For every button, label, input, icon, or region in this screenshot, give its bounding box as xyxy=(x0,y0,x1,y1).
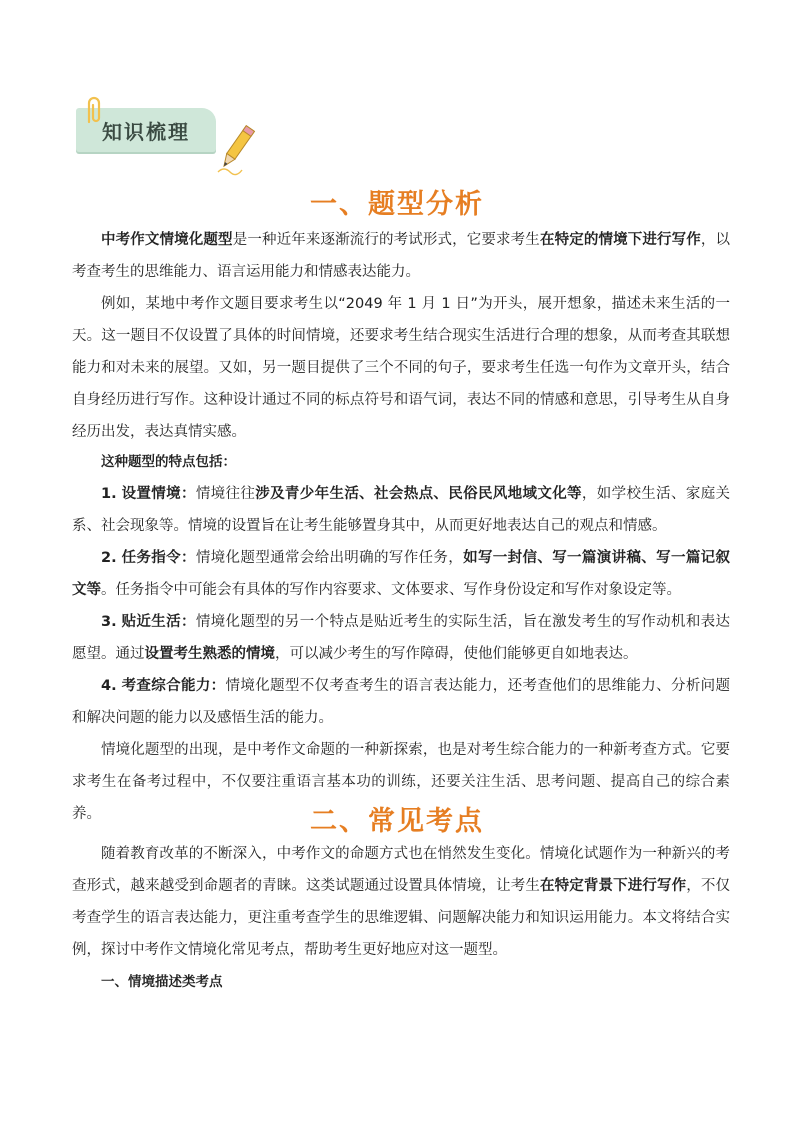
bold-term: 中考作文情境化题型 xyxy=(101,232,233,248)
badge-label: 知识梳理 xyxy=(102,119,190,144)
features-heading: 这种题型的特点包括： xyxy=(101,454,236,470)
item-heading: 考查综合能力： xyxy=(121,678,226,694)
item-heading: 贴近生活： xyxy=(121,614,196,630)
item-heading: 任务指令： xyxy=(121,550,196,566)
text-run: 是一种近年来逐渐流行的考试形式，它要求考生 xyxy=(232,232,540,248)
text-run: ，以考查考生的思维能力、语言运用能力和情感表达能力。 xyxy=(72,232,731,280)
text-run: 情境化题型不仅考查考生的语言表达能力，还考查他们的思维能力、分析问题和解决问题的能力以及感悟生活的能力。 xyxy=(72,678,731,726)
bold-phrase: 设置考生熟悉的情境 xyxy=(144,646,275,662)
bold-phrase: 在特定的情境下进行写作 xyxy=(539,232,701,248)
text-run: ，可以减少考生的写作障碍，使他们能够更自如地表达。 xyxy=(275,646,638,662)
paragraph-key-points-intro xyxy=(72,838,730,966)
item-number: 2. xyxy=(101,550,117,566)
feature-item-ability xyxy=(72,670,730,734)
paperclip-icon xyxy=(82,96,104,126)
text-run: 随着教育改革的不断深入，中考作文的命题方式也在悄然发生变化。情境化试题作为一种新兴的考查形式，越来越受到命题者的青睐。这类试题通过设置具体情境，让考生 xyxy=(72,846,730,894)
bold-phrase: 如写一封信、写一篇演讲稿、写一篇记叙文等 xyxy=(72,550,731,598)
bold-phrase: 在特定背景下进行写作 xyxy=(540,878,687,894)
item-heading: 设置情境： xyxy=(121,486,196,502)
text-run: 。任务指令中可能会有具体的写作内容要求、文体要求、写作身份设定和写作对象设定等。 xyxy=(101,582,681,598)
feature-item-setting xyxy=(72,478,730,542)
item-number: 4. xyxy=(101,678,117,694)
feature-item-task xyxy=(72,542,730,606)
text-run: 情境化题型的另一个特点是贴近考生的实际生活，旨在激发考生的写作动机和表达愿望。通过 xyxy=(72,614,731,662)
section-title-analysis: 一、题型分析 xyxy=(310,189,484,220)
item-number: 1. xyxy=(101,486,117,502)
item-number: 3. xyxy=(101,614,117,630)
subsection-heading: 一、情境描述类考点 xyxy=(101,974,223,990)
section-title-key-points: 二、常见考点 xyxy=(310,806,484,837)
paragraph-intro xyxy=(72,224,730,288)
feature-item-life xyxy=(72,606,730,670)
bold-phrase: 涉及青少年生活、社会热点、民俗民风地域文化等 xyxy=(255,486,582,502)
section-badge xyxy=(68,96,258,176)
pencil-icon xyxy=(216,122,256,176)
text-run: 情境化题型通常会给出明确的写作任务， xyxy=(195,550,464,566)
text-run: 情境往往 xyxy=(195,486,256,502)
paragraph-conclusion: 情境化题型的出现，是中考作文命题的一种新探索，也是对考生综合能力的一种新考查方式。它要求考生在备考过程中，不仅要注重语言基本功的训练，还要关注生活、思考问题、提高自己的综合素养。 xyxy=(72,742,730,822)
text-run: ，不仅考查学生的语言表达能力，更注重考查学生的思维逻辑、问题解决能力和知识运用能力。本文将结合实例，探讨中考作文情境化常见考点，帮助考生更好地应对这一题型。 xyxy=(72,878,730,958)
text-run: ，如学校生活、家庭关系、社会现象等。情境的设置旨在让考生能够置身其中，从而更好地表达自己的观点和情感。 xyxy=(72,486,731,534)
paragraph-example: 例如，某地中考作文题目要求考生以“2049 年 1 月 1 日”为开头，展开想象，描述未来生活的一天。这一题目不仅设置了具体的时间情境，还要求考生结合现实生活进行合理的想象，从而考查其联想能力和对未来的展望。又如，另一题目提供了三个不同的句子，要求考生任选一句作为文章开头，结合自身经历进行写作。这种设计通过不同的标点符号和语气词，表达不同的情感和意思，引导考生从自身经历出发，表达真情实感。 xyxy=(72,296,730,440)
